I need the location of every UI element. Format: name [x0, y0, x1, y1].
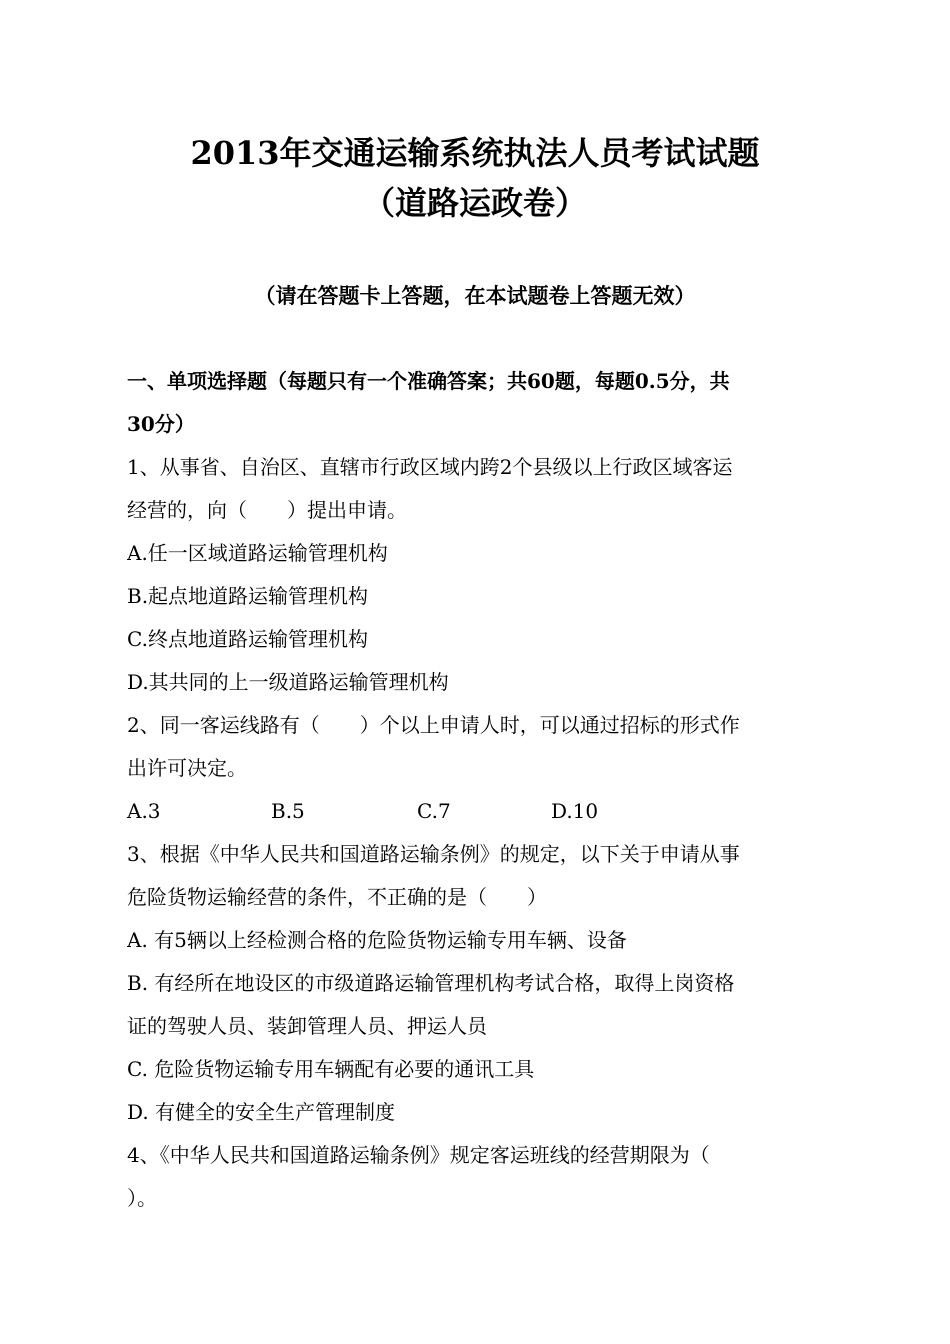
question-2-option-d: D.10	[551, 799, 599, 823]
exam-title: 2013年交通运输系统执法人员考试试题	[190, 134, 760, 172]
question-4-text: 4、《中华人民共和国道路运输条例》规定客运班线的经营期限为（	[127, 1143, 710, 1167]
question-3-text: 3、根据《中华人民共和国道路运输条例》的规定，以下关于申请从事	[127, 842, 740, 866]
question-2-option-a: A.3	[127, 799, 161, 823]
question-4-text-cont: ）。	[127, 1186, 157, 1210]
question-1-text-cont: 经营的，向（ ）提出申请。	[127, 498, 407, 522]
question-3-option-d: D. 有健全的安全生产管理制度	[127, 1100, 396, 1124]
question-3-option-a: A. 有5辆以上经检测合格的危险货物运输专用车辆、设备	[127, 928, 627, 952]
answer-notice: （请在答题卡上答题，在本试题卷上答题无效）	[254, 283, 696, 308]
question-2-text-cont: 出许可决定。	[127, 756, 247, 780]
question-3-option-b-cont: 证的驾驶人员、装卸管理人员、押运人员	[127, 1014, 487, 1038]
section-heading-cont: 30分）	[127, 412, 195, 436]
question-1-text: 1、从事省、自治区、直辖市行政区域内跨2个县级以上行政区域客运	[127, 455, 733, 479]
question-1-option-b: B.起点地道路运输管理机构	[127, 584, 369, 608]
question-3-option-b: B. 有经所在地设区的市级道路运输管理机构考试合格，取得上岗资格	[127, 971, 735, 995]
question-3-text-cont: 危险货物运输经营的条件，不正确的是（ ）	[127, 885, 547, 909]
section-heading: 一、单项选择题（每题只有一个准确答案；共60题，每题0.5分，共	[127, 369, 730, 393]
question-1-option-d: D.其共同的上一级道路运输管理机构	[127, 670, 449, 694]
question-2-text: 2、同一客运线路有（ ）个以上申请人时，可以通过招标的形式作	[127, 713, 740, 737]
question-1-option-a: A.任一区域道路运输管理机构	[127, 541, 388, 565]
question-3-option-c: C. 危险货物运输专用车辆配有必要的通讯工具	[127, 1057, 535, 1081]
question-2-options	[127, 796, 727, 826]
question-2-option-c: C.7	[417, 799, 451, 823]
question-1-option-c: C.终点地道路运输管理机构	[127, 627, 368, 651]
exam-subtitle: （道路运政卷）	[362, 184, 587, 222]
question-2-option-b: B.5	[271, 799, 305, 823]
